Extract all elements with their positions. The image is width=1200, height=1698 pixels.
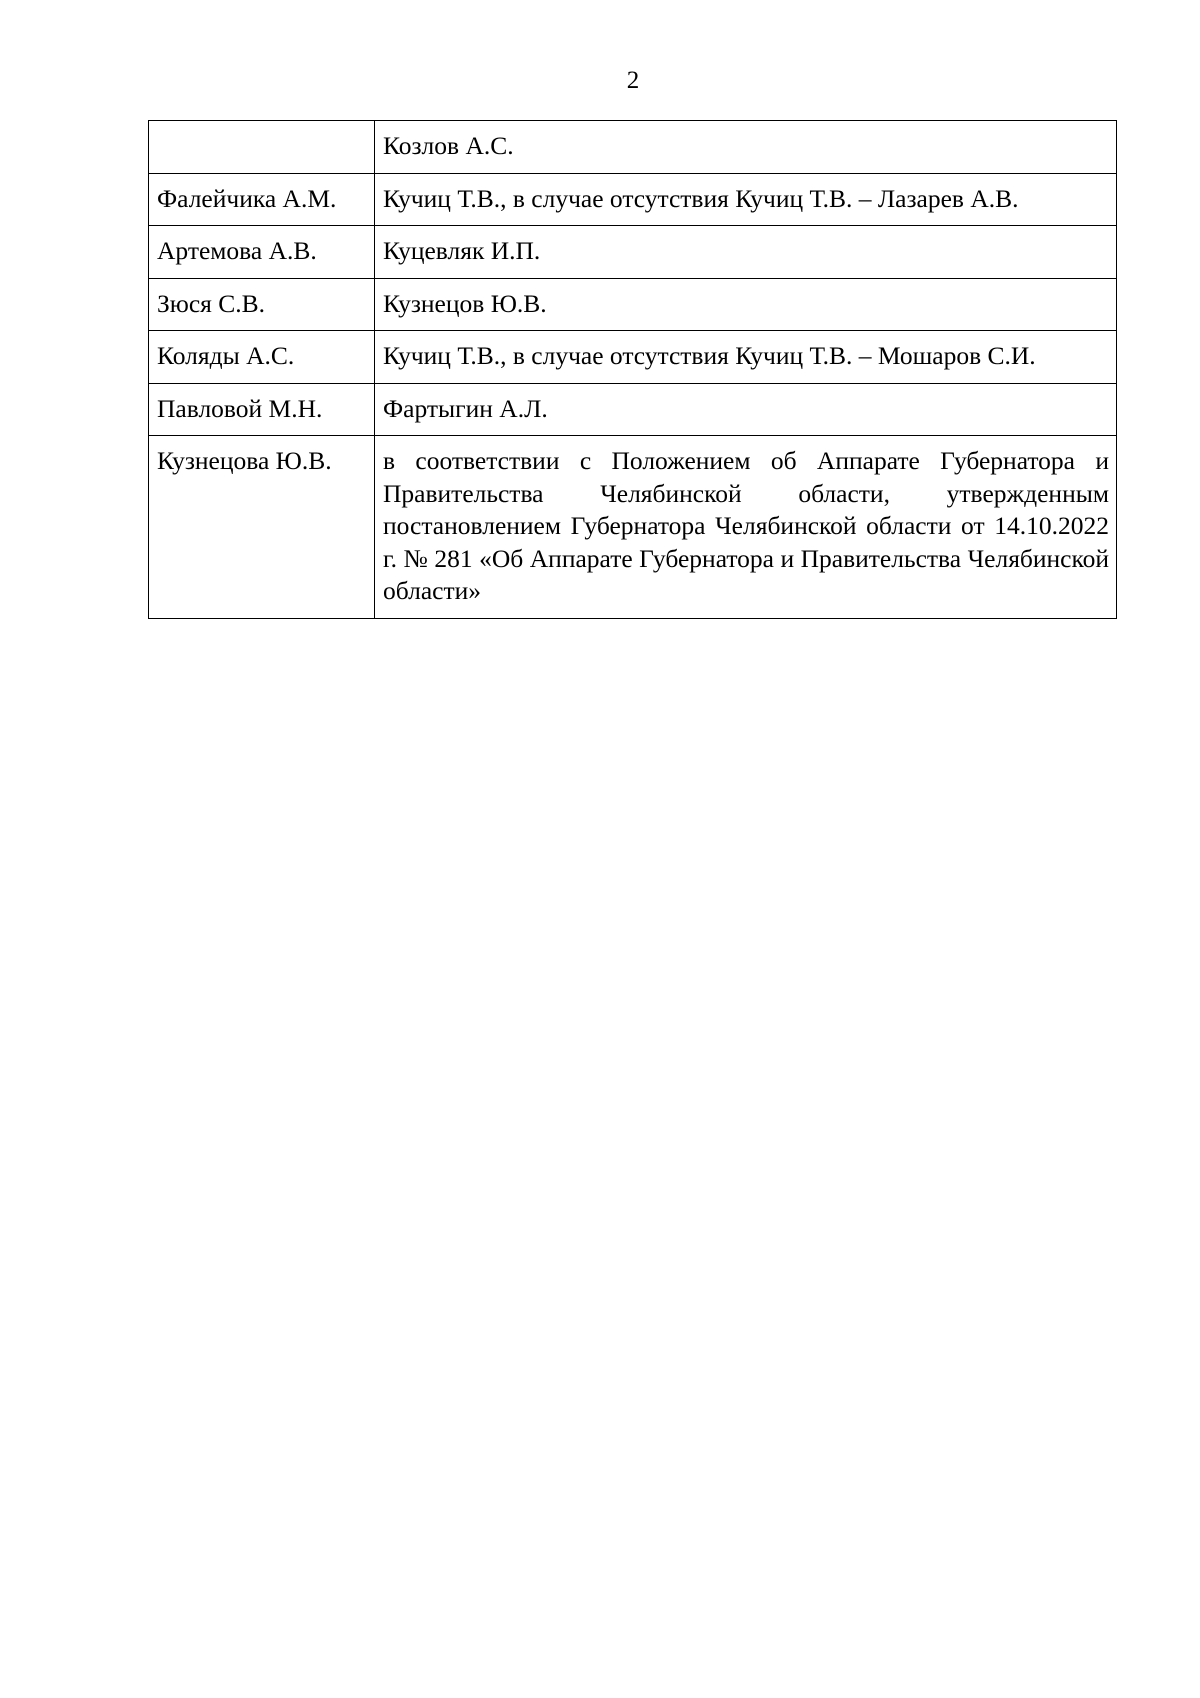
substitute-cell: Кузнецов Ю.В. (375, 278, 1117, 331)
substitute-cell: Козлов А.С. (375, 121, 1117, 174)
table-row (149, 383, 1117, 436)
table-row (149, 278, 1117, 331)
table-row (149, 226, 1117, 279)
substitution-table (148, 120, 1117, 619)
official-name-cell: Зюся С.В. (149, 278, 375, 331)
substitute-cell: Кучиц Т.В., в случае отсутствия Кучиц Т.В. – Мошаров С.И. (375, 331, 1117, 384)
official-name-cell (149, 121, 375, 174)
substitute-cell: Кучиц Т.В., в случае отсутствия Кучиц Т.В. – Лазарев А.В. (375, 173, 1117, 226)
official-name-cell: Артемова А.В. (149, 226, 375, 279)
substitute-cell: Куцевляк И.П. (375, 226, 1117, 279)
table-row (149, 121, 1117, 174)
official-name-cell: Кузнецова Ю.В. (149, 436, 375, 619)
official-name-cell: Коляды А.С. (149, 331, 375, 384)
official-name-cell: Фалейчика А.М. (149, 173, 375, 226)
substitute-cell: Фартыгин А.Л. (375, 383, 1117, 436)
table-row (149, 173, 1117, 226)
table-row (149, 331, 1117, 384)
table-row (149, 436, 1117, 619)
official-name-cell: Павловой М.Н. (149, 383, 375, 436)
substitute-cell: в соответствии с Положением об Аппарате Губернатора и Правительства Челябинской области, утвержденным постановлением Губернатора Челябинской области от 14.10.2022 г. № 281 «Об Аппарате Губернатора и Правительства Челябинской области» (375, 436, 1117, 619)
page-number: 2 (626, 67, 640, 94)
